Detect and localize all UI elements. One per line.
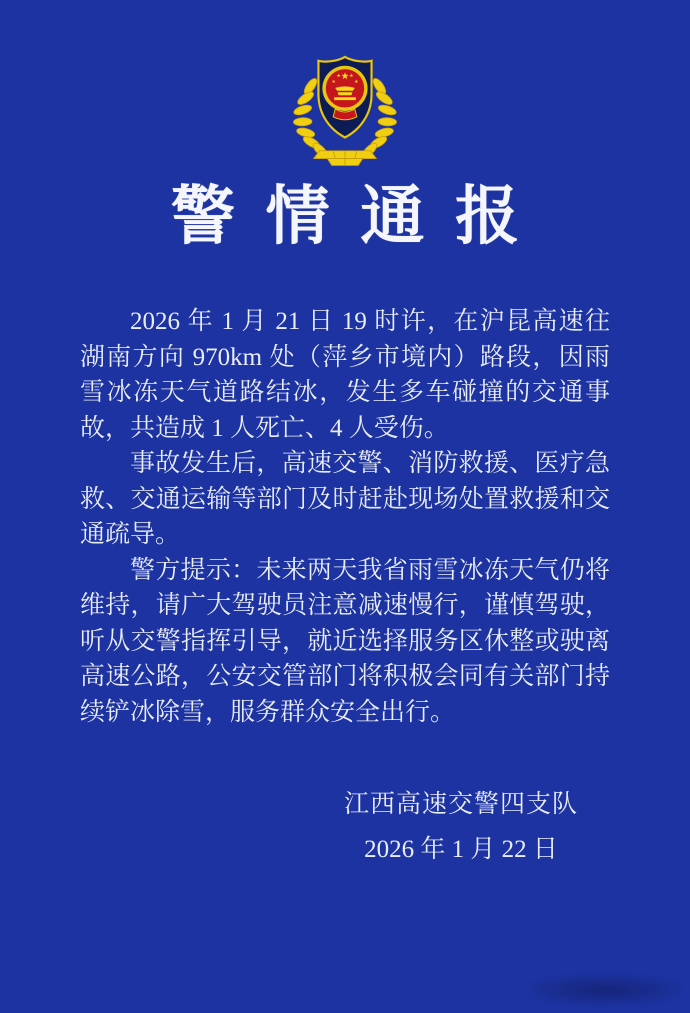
paragraph-advisory: 警方提示：未来两天我省雨雪冰冻天气仍将维持，请广大驾驶员注意减速慢行，谨慎驾驶，听从交警指挥引导，就近选择服务区休整或驶离高速公路，公安交管部门将积极会同有关部门持续铲冰除雪，服务群众安全出行。 xyxy=(80,556,610,726)
issue-date: 2026 年 1 月 22 日 xyxy=(364,836,558,864)
paragraph-response: 事故发生后，高速交警、消防救援、医疗急救、交通运输等部门及时赶赴现场处置救援和交通疏导。 xyxy=(80,450,610,549)
issuer-name: 江西高速交警四支队 xyxy=(343,791,578,819)
notice-title: 警情通报 xyxy=(170,181,550,252)
signature-block xyxy=(0,790,690,865)
notice-body xyxy=(80,304,610,730)
police-emblem-icon xyxy=(286,50,404,168)
police-notice-page xyxy=(0,50,690,1013)
paragraph-incident: 2026 年 1 月 21 日 19 时许，在沪昆高速往湖南方向 970km 处（萍乡市境内）路段，因雨雪冰冻天气道路结冰，发生多车碰撞的交通事故，共造成 1 人死亡、4 人受伤。 xyxy=(80,308,610,442)
watermark-smudge xyxy=(530,975,680,1005)
badge-base xyxy=(314,151,377,166)
